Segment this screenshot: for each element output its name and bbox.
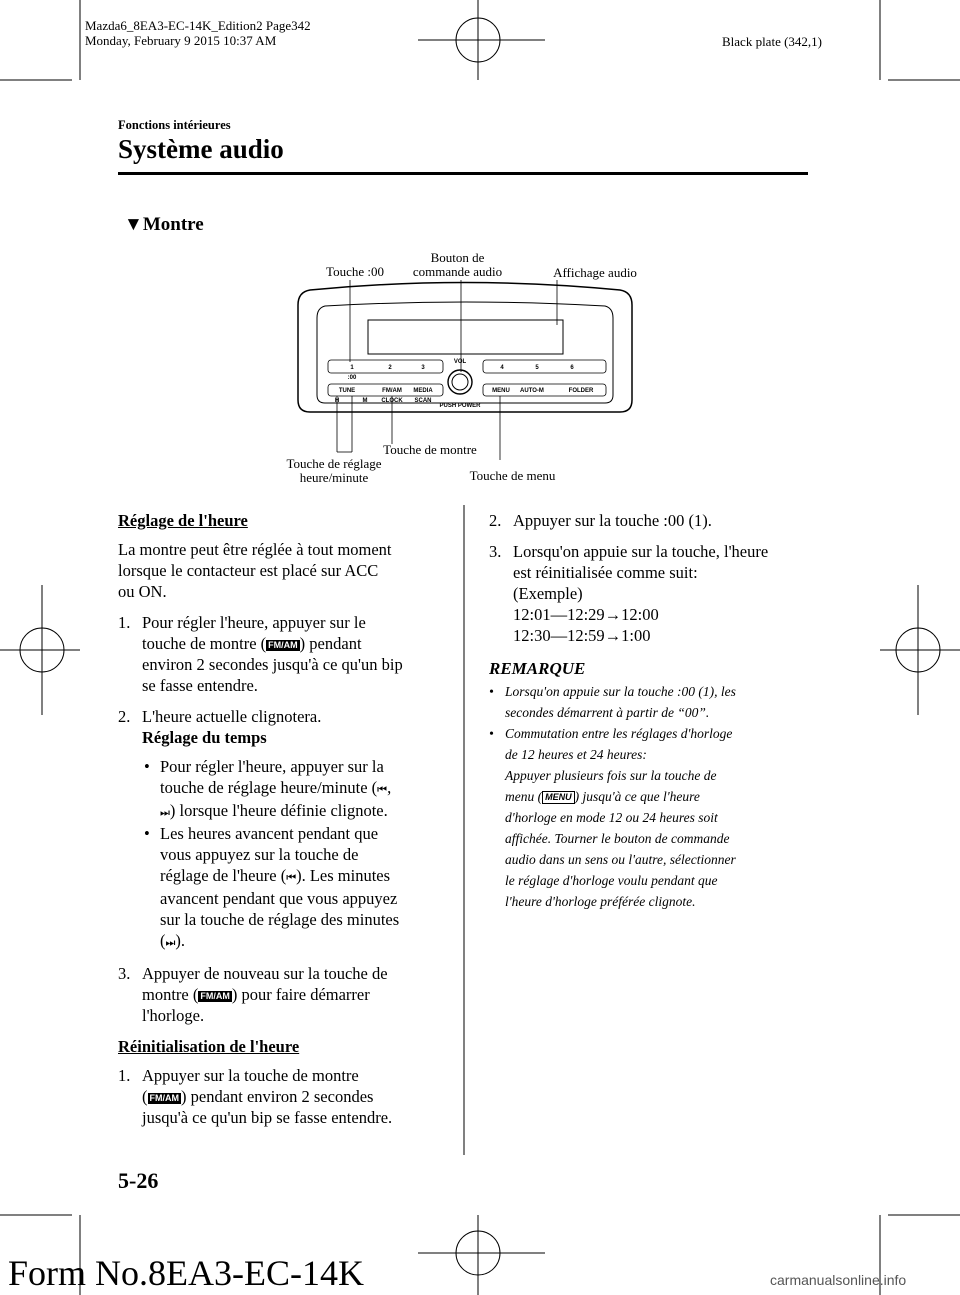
b1-b1: touche de réglage heure/minute ( <box>160 778 378 797</box>
bullet-2-line-1: Les heures avancent pendant que <box>160 824 379 843</box>
bullet-2-line-2: vous appuyez sur la touche de <box>160 845 359 864</box>
panel-push: PUSH POWER <box>439 403 481 409</box>
panel-menu: MENU <box>492 388 510 394</box>
file-line: Mazda6_8EA3-EC-14K_Edition2 Page342 <box>85 18 311 33</box>
panel-preset-3: 3 <box>421 365 425 371</box>
reset-line-2 <box>142 1086 458 1107</box>
page-title: Système audio <box>118 134 284 164</box>
reset-line-1: Appuyer sur la touche de montre <box>142 1066 359 1085</box>
callout-affichage: Affichage audio <box>553 265 637 280</box>
heading-reinitialisation: Réinitialisation de l'heure <box>118 1037 300 1056</box>
r1-b1: ( <box>142 1087 148 1106</box>
step-2-number: 2. <box>118 707 131 726</box>
bullet-2-line-6 <box>160 930 458 953</box>
bullet-2-line-5: sur la touche de réglage des minutes <box>160 910 400 929</box>
note-2-line-7: audio dans un sens ou l'autre, sélectionner <box>505 852 736 867</box>
right-step-3-line-1: Lorsqu'on appuie sur la touche, l'heure <box>513 542 769 561</box>
step-1-line-3: environ 2 secondes jusqu'à ce qu'un bip <box>142 655 403 674</box>
bullet-2-line-3 <box>160 865 458 888</box>
step-1-line-2 <box>142 633 458 654</box>
note-1-line-1: Lorsqu'on appuie sur la touche :00 (1), les <box>505 684 736 699</box>
note-2-line-4 <box>505 786 809 807</box>
r1-b2: ) pendant environ 2 secondes <box>181 1087 374 1106</box>
step-2-line-1: L'heure actuelle clignotera. <box>142 707 322 726</box>
callout-montre: Touche de montre <box>383 442 477 457</box>
callout-reglage-line1: Touche de réglage <box>286 456 382 471</box>
panel-preset-4: 4 <box>500 365 504 371</box>
step-1 <box>118 612 458 696</box>
step-3-number: 3. <box>118 964 131 983</box>
right-step-3-line-2: est réinitialisée comme suit: <box>513 563 698 582</box>
next-track-icon: ⏭ <box>160 806 170 819</box>
b1-b2: , <box>387 778 392 797</box>
note-2-line-8: le réglage d'horloge voulu pendant que <box>505 873 718 888</box>
bullet-1-line-1: Pour régler l'heure, appuyer sur la <box>160 757 384 776</box>
bullet-2 <box>142 823 458 953</box>
right-step-2-text: Appuyer sur la touche :00 (1). <box>513 511 712 530</box>
intro-paragraph <box>118 539 458 602</box>
panel-h: H <box>334 398 340 404</box>
panel-clock: CLOCK <box>381 398 403 404</box>
b2-c1: réglage de l'heure ( <box>160 866 287 885</box>
panel-autom: AUTO-M <box>520 388 544 394</box>
next-track-icon: ⏭ <box>165 936 176 949</box>
step-1-line-4: se fasse entendre. <box>142 676 258 695</box>
reset-step-1-number: 1. <box>118 1066 131 1085</box>
fmam-key-icon: FM/AM <box>149 1092 179 1103</box>
right-step-3 <box>489 541 809 646</box>
callout-bouton <box>395 251 520 279</box>
intro-line-2: lorsque le contacteur est placé sur ACC <box>118 561 379 580</box>
bullet-1 <box>142 756 458 823</box>
page-number: 5-26 <box>118 1168 159 1193</box>
step-3-line-3: l'horloge. <box>142 1006 205 1025</box>
montre-heading <box>124 214 204 236</box>
reset-step-1 <box>118 1065 458 1128</box>
fmam-key-icon: FM/AM <box>200 990 230 1001</box>
step-3 <box>118 963 458 1026</box>
file-info <box>85 18 311 48</box>
panel-preset-5: 5 <box>535 365 539 371</box>
prev-track-icon: ⏮ <box>377 783 388 796</box>
panel-preset-6: 6 <box>570 365 574 371</box>
plate-label: Black plate (342,1) <box>722 34 822 49</box>
right-step-3-line-3: (Exemple) <box>513 584 583 603</box>
callout-menu: Touche de menu <box>469 468 556 483</box>
title-rule <box>118 172 808 175</box>
callout-bouton-line1: Bouton de <box>430 250 485 265</box>
panel-scan: SCAN <box>414 398 432 404</box>
b1-c2: ) lorsque l'heure définie clignote. <box>169 801 388 820</box>
panel-folder: FOLDER <box>568 388 594 394</box>
note-2 <box>489 723 809 912</box>
note-2-line-3: Appuyer plusieurs fois sur la touche de <box>505 768 717 783</box>
panel-preset-1: 1 <box>350 365 354 371</box>
s3-b2: ) pour faire démarrer <box>231 985 370 1004</box>
prev-track-icon: ⏮ <box>286 871 297 884</box>
reglage-du-temps: Réglage du temps <box>142 728 267 747</box>
right-step-3-line-4: 12:01―12:29→12:00 <box>513 605 659 624</box>
b2-f1: ( <box>160 931 166 950</box>
n2-d2: ) jusqu'à ce que l'heure <box>574 789 700 804</box>
panel-colon: :00 <box>347 375 357 381</box>
panel-vol: VOL <box>453 359 467 365</box>
menu-key-icon: MENU <box>542 791 575 804</box>
n2-d1: menu ( <box>505 789 543 804</box>
right-step-3-number: 3. <box>489 542 502 561</box>
right-column <box>489 510 809 912</box>
triangle-marker-icon: ▼ <box>124 214 143 235</box>
note-2-line-2: de 12 heures et 24 heures: <box>505 747 647 762</box>
bullet-1-line-2 <box>160 777 458 800</box>
note-2-line-1: Commutation entre les réglages d'horloge <box>505 726 733 741</box>
s3-b1: montre ( <box>142 985 199 1004</box>
panel-fmam: FM/AM <box>382 388 402 394</box>
callout-bouton-line2: commande audio <box>412 264 503 279</box>
audio-panel-figure <box>280 280 650 460</box>
note-2-line-9: l'heure d'horloge préférée clignote. <box>505 894 696 909</box>
intro-line-1: La montre peut être réglée à tout moment <box>118 540 392 559</box>
bullet-2-line-4: avancent pendant que vous appuyez <box>160 889 398 908</box>
heading-text: Montre <box>142 214 204 235</box>
heading-reglage: Réglage de l'heure <box>118 511 248 530</box>
callout-reglage-line2: heure/minute <box>299 470 369 485</box>
callout-touche-00: Touche :00 <box>326 264 384 279</box>
note-2-line-6: affichée. Tourner le bouton de commande <box>505 831 730 846</box>
step-1-line-1: Pour régler l'heure, appuyer sur le <box>142 613 366 632</box>
note-1 <box>489 681 809 723</box>
intro-line-3: ou ON. <box>118 582 167 601</box>
note-2-line-5: d'horloge en mode 12 ou 24 heures soit <box>505 810 718 825</box>
step-3-line-2 <box>142 984 458 1005</box>
date-line: Monday, February 9 2015 10:37 AM <box>85 33 277 48</box>
left-column <box>118 510 458 1128</box>
panel-media: MEDIA <box>413 388 433 394</box>
step-3-line-1: Appuyer de nouveau sur la touche de <box>142 964 388 983</box>
step-1-number: 1. <box>118 613 131 632</box>
callout-reglage <box>266 457 402 485</box>
s1-b2: ) pendant <box>299 634 362 653</box>
section-label: Fonctions intérieures <box>118 118 231 132</box>
b2-f2: ). <box>175 931 186 950</box>
right-step-3-line-5: 12:30―12:59→1:00 <box>513 626 651 645</box>
panel-tune: TUNE <box>338 388 356 394</box>
bullet-1-line-3 <box>160 800 458 823</box>
right-step-2-number: 2. <box>489 511 502 530</box>
watermark: carmanualsonline.info <box>770 1272 907 1288</box>
fmam-key-icon: FM/AM <box>268 639 298 650</box>
s1-b1: touche de montre ( <box>142 634 267 653</box>
step-2 <box>118 706 458 953</box>
b2-c2: ). Les minutes <box>296 866 391 885</box>
note-1-line-2: secondes démarrent à partir de “00”. <box>505 705 710 720</box>
note-heading: REMARQUE <box>489 659 586 678</box>
reset-line-3: jusqu'à ce qu'un bip se fasse entendre. <box>142 1108 393 1127</box>
panel-m: M <box>362 398 368 404</box>
panel-preset-2: 2 <box>388 365 392 371</box>
right-step-2 <box>489 510 809 531</box>
form-number: Form No.8EA3-EC-14K <box>8 1253 364 1293</box>
